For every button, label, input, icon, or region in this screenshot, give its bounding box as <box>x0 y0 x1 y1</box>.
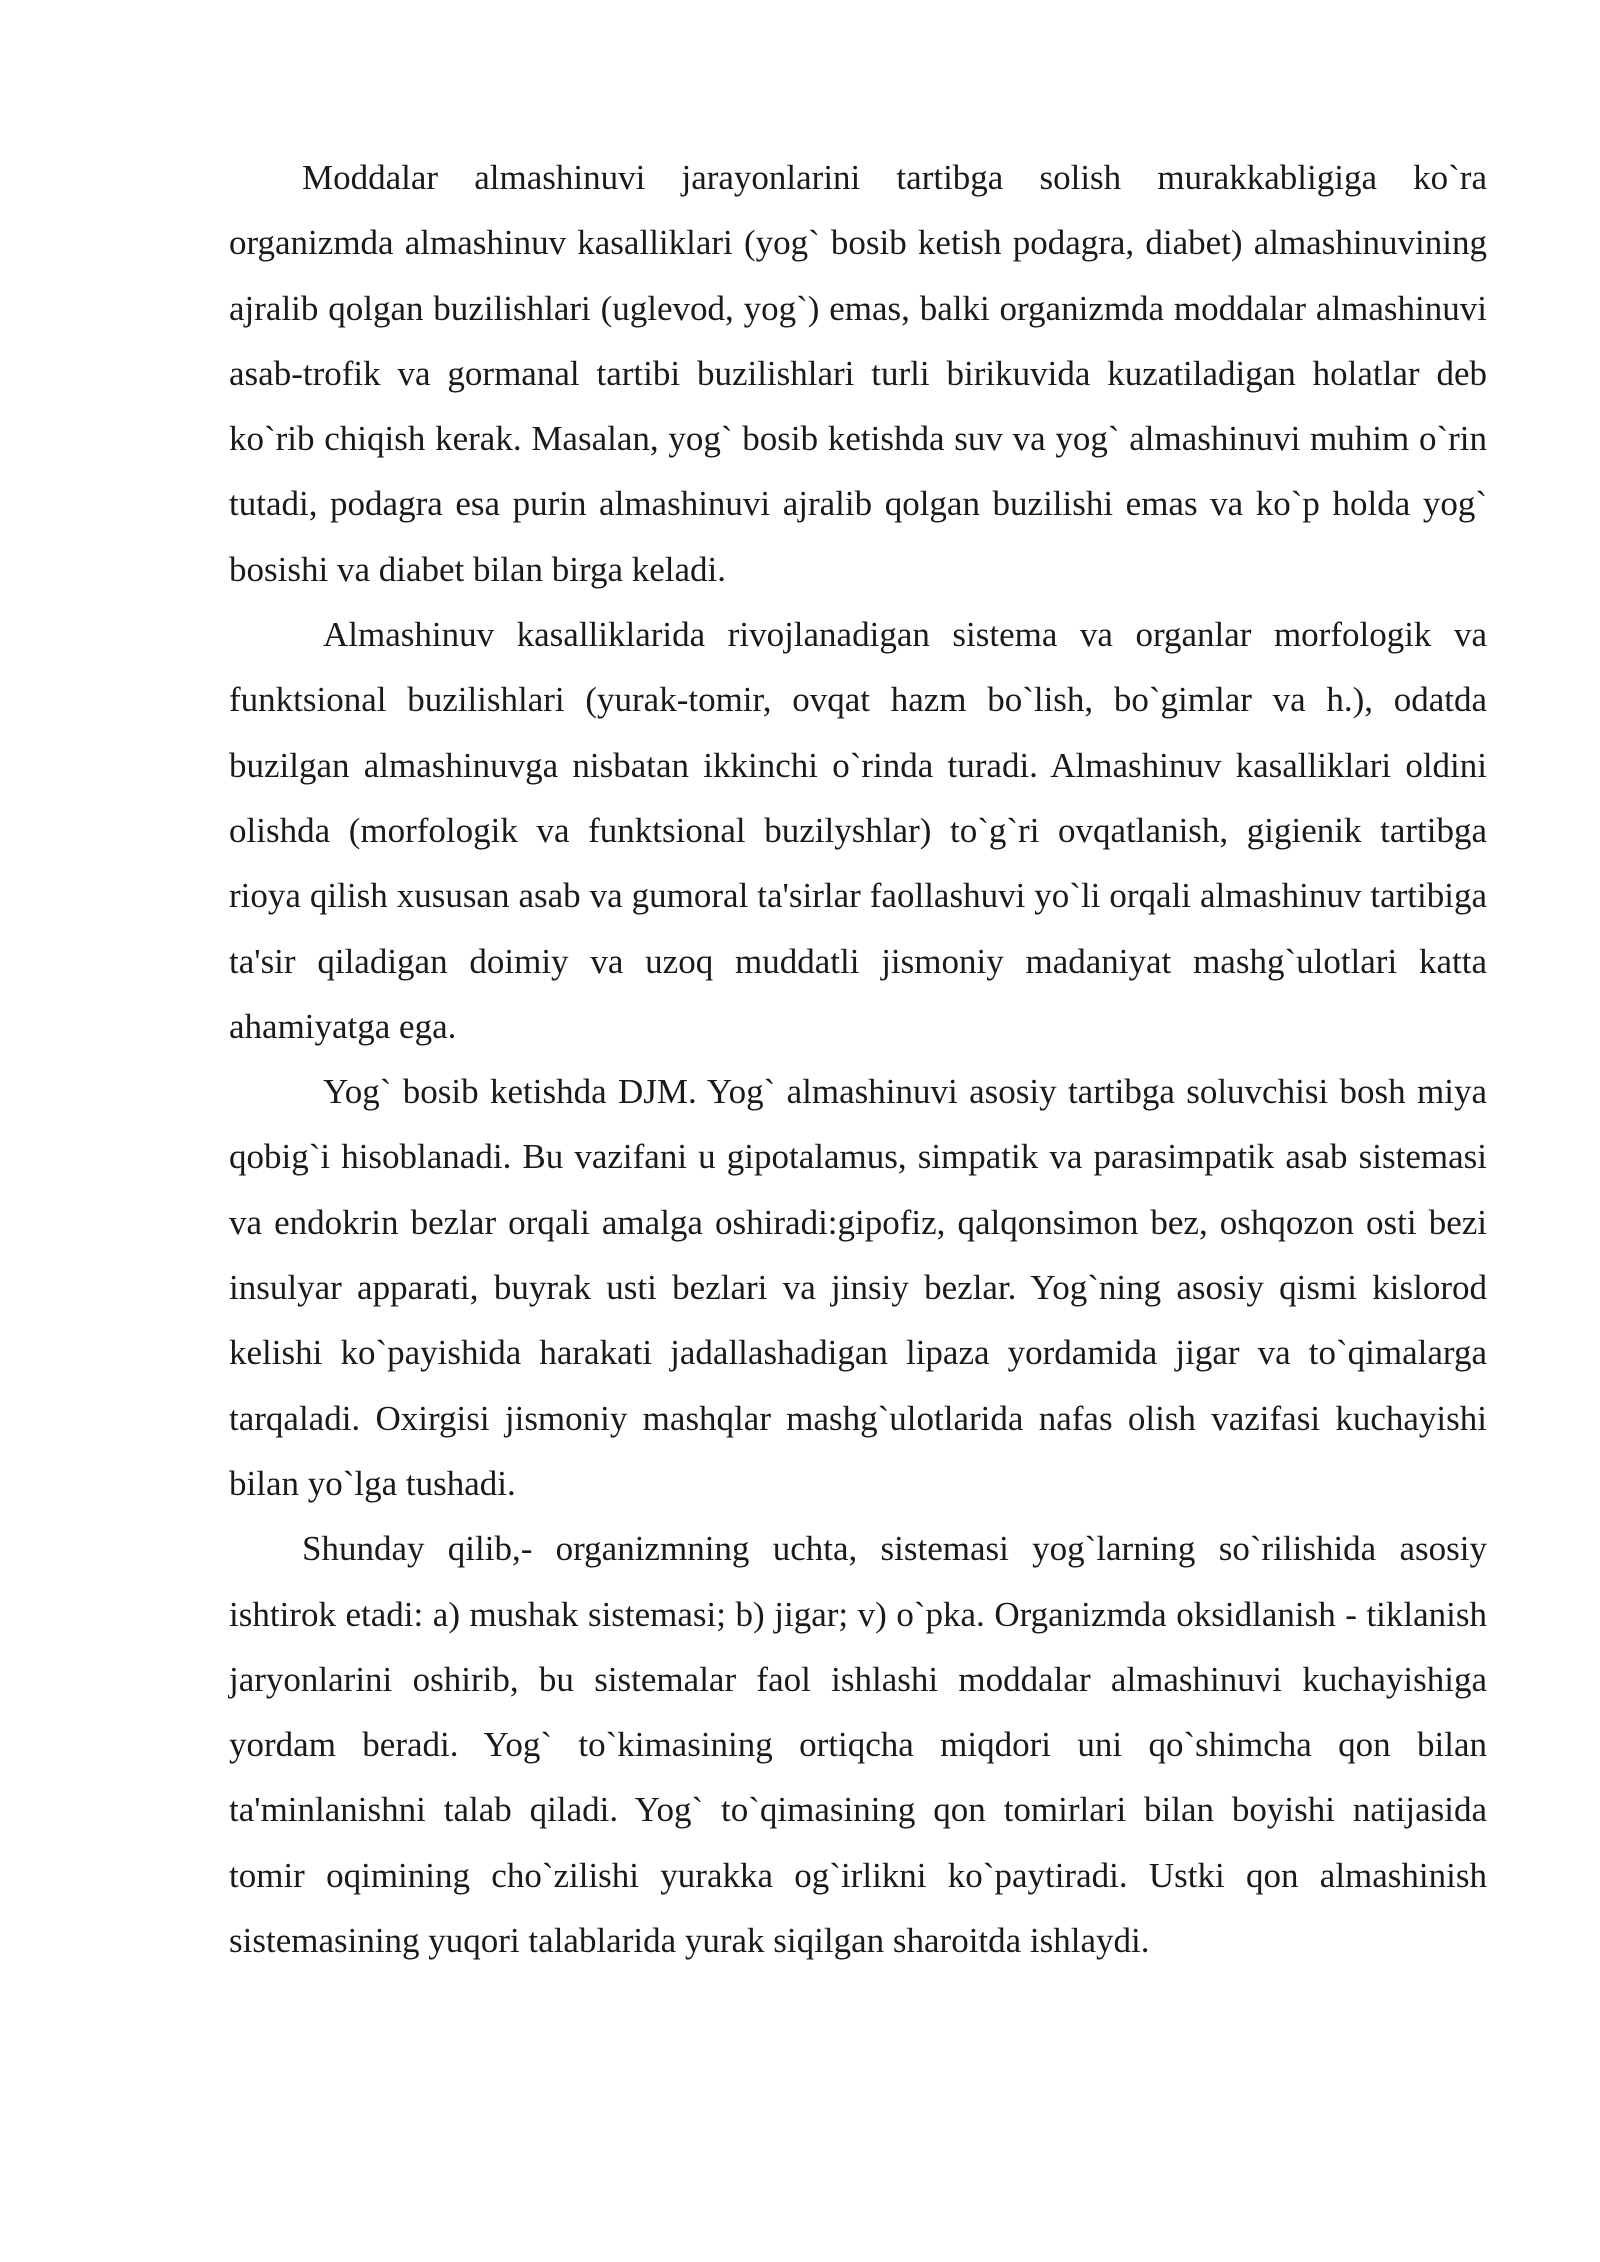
paragraph-fat-absorption-systems: Shunday qilib,- organizmning uchta, sistemasi yog`larning so`rilishida asosiy ishtirok etadi: a) mushak sistemasi; b) jigar; v) o`pka. Organizmda oksidlanish - tiklanish jaryonlarini oshirib, bu sistemalar faol ishlashi moddalar almashinuvi kuchayishiga yordam beradi. Yog` to`kimasining ortiqcha miqdori uni qo`shimcha qon bilan ta'minlanishni talab qiladi. Yog` to`qimasining qon tomirlari bilan boyishi natijasida tomir oqimining cho`zilishi yurakka og`irlikni ko`paytiradi. Ustki qon almashinish sistemasining yuqori talablarida yurak siqilgan sharoitda ishlaydi. <box>229 1529 1487 1961</box>
paragraph-metabolism-regulation: Moddalar almashinuvi jarayonlarini tartibga solish murakkabligiga ko`ra organizmda almashinuv kasalliklari (yog` bosib ketish podagra, diabet) almashinuvining ajralib qolgan buzilishlari (uglevod, yog`) emas, balki organizmda moddalar almashinuvi asab-trofik va gormanal tartibi buzilishlari turli birikuvida kuzatiladigan holatlar deb ko`rib chiqish kerak. Masalan, yog` bosib ketishda suv va yog` almashinuvi muhim o`rin tutadi, podagra esa purin almashinuvi ajralib qolgan buzilishi emas va ko`p holda yog` bosishi va diabet bilan birga keladi. <box>229 158 1487 589</box>
paragraph-obesity-therapy: Yog` bosib ketishda DJM. Yog` almashinuvi asosiy tartibga soluvchisi bosh miya qobig`i hisoblanadi. Bu vazifani u gipotalamus, simpatik va parasimpatik asab sistemasi va endokrin bezlar orqali amalga oshiradi:gipofiz, qalqonsimon bez, oshqozon osti bezi insulyar apparati, buyrak usti bezlari va jinsiy bezlar. Yog`ning asosiy qismi kislorod kelishi ko`payishida harakati jadallashadigan lipaza yordamida jigar va to`qimalarga tarqaladi. Oxirgisi jismoniy mashqlar mashg`ulotlarida nafas olish vazifasi kuchayishi bilan yo`lga tushadi. <box>229 1072 1487 1503</box>
document-body <box>229 145 1487 1973</box>
paragraph-metabolic-diseases: Almashinuv kasalliklarida rivojlanadigan sistema va organlar morfologik va funktsional buzilishlari (yurak-tomir, ovqat hazm bo`lish, bo`gimlar va h.), odatda buzilgan almashinuvga nisbatan ikkinchi o`rinda turadi. Almashinuv kasalliklari oldini olishda (morfologik va funktsional buzilyshlar) to`g`ri ovqatlanish, gigienik tartibga rioya qilish xususan asab va gumoral ta'sirlar faollashuvi yo`li orqali almashinuv tartibiga ta'sir qiladigan doimiy va uzoq muddatli jismoniy madaniyat mashg`ulotlari katta ahamiyatga ega. <box>229 615 1487 1046</box>
